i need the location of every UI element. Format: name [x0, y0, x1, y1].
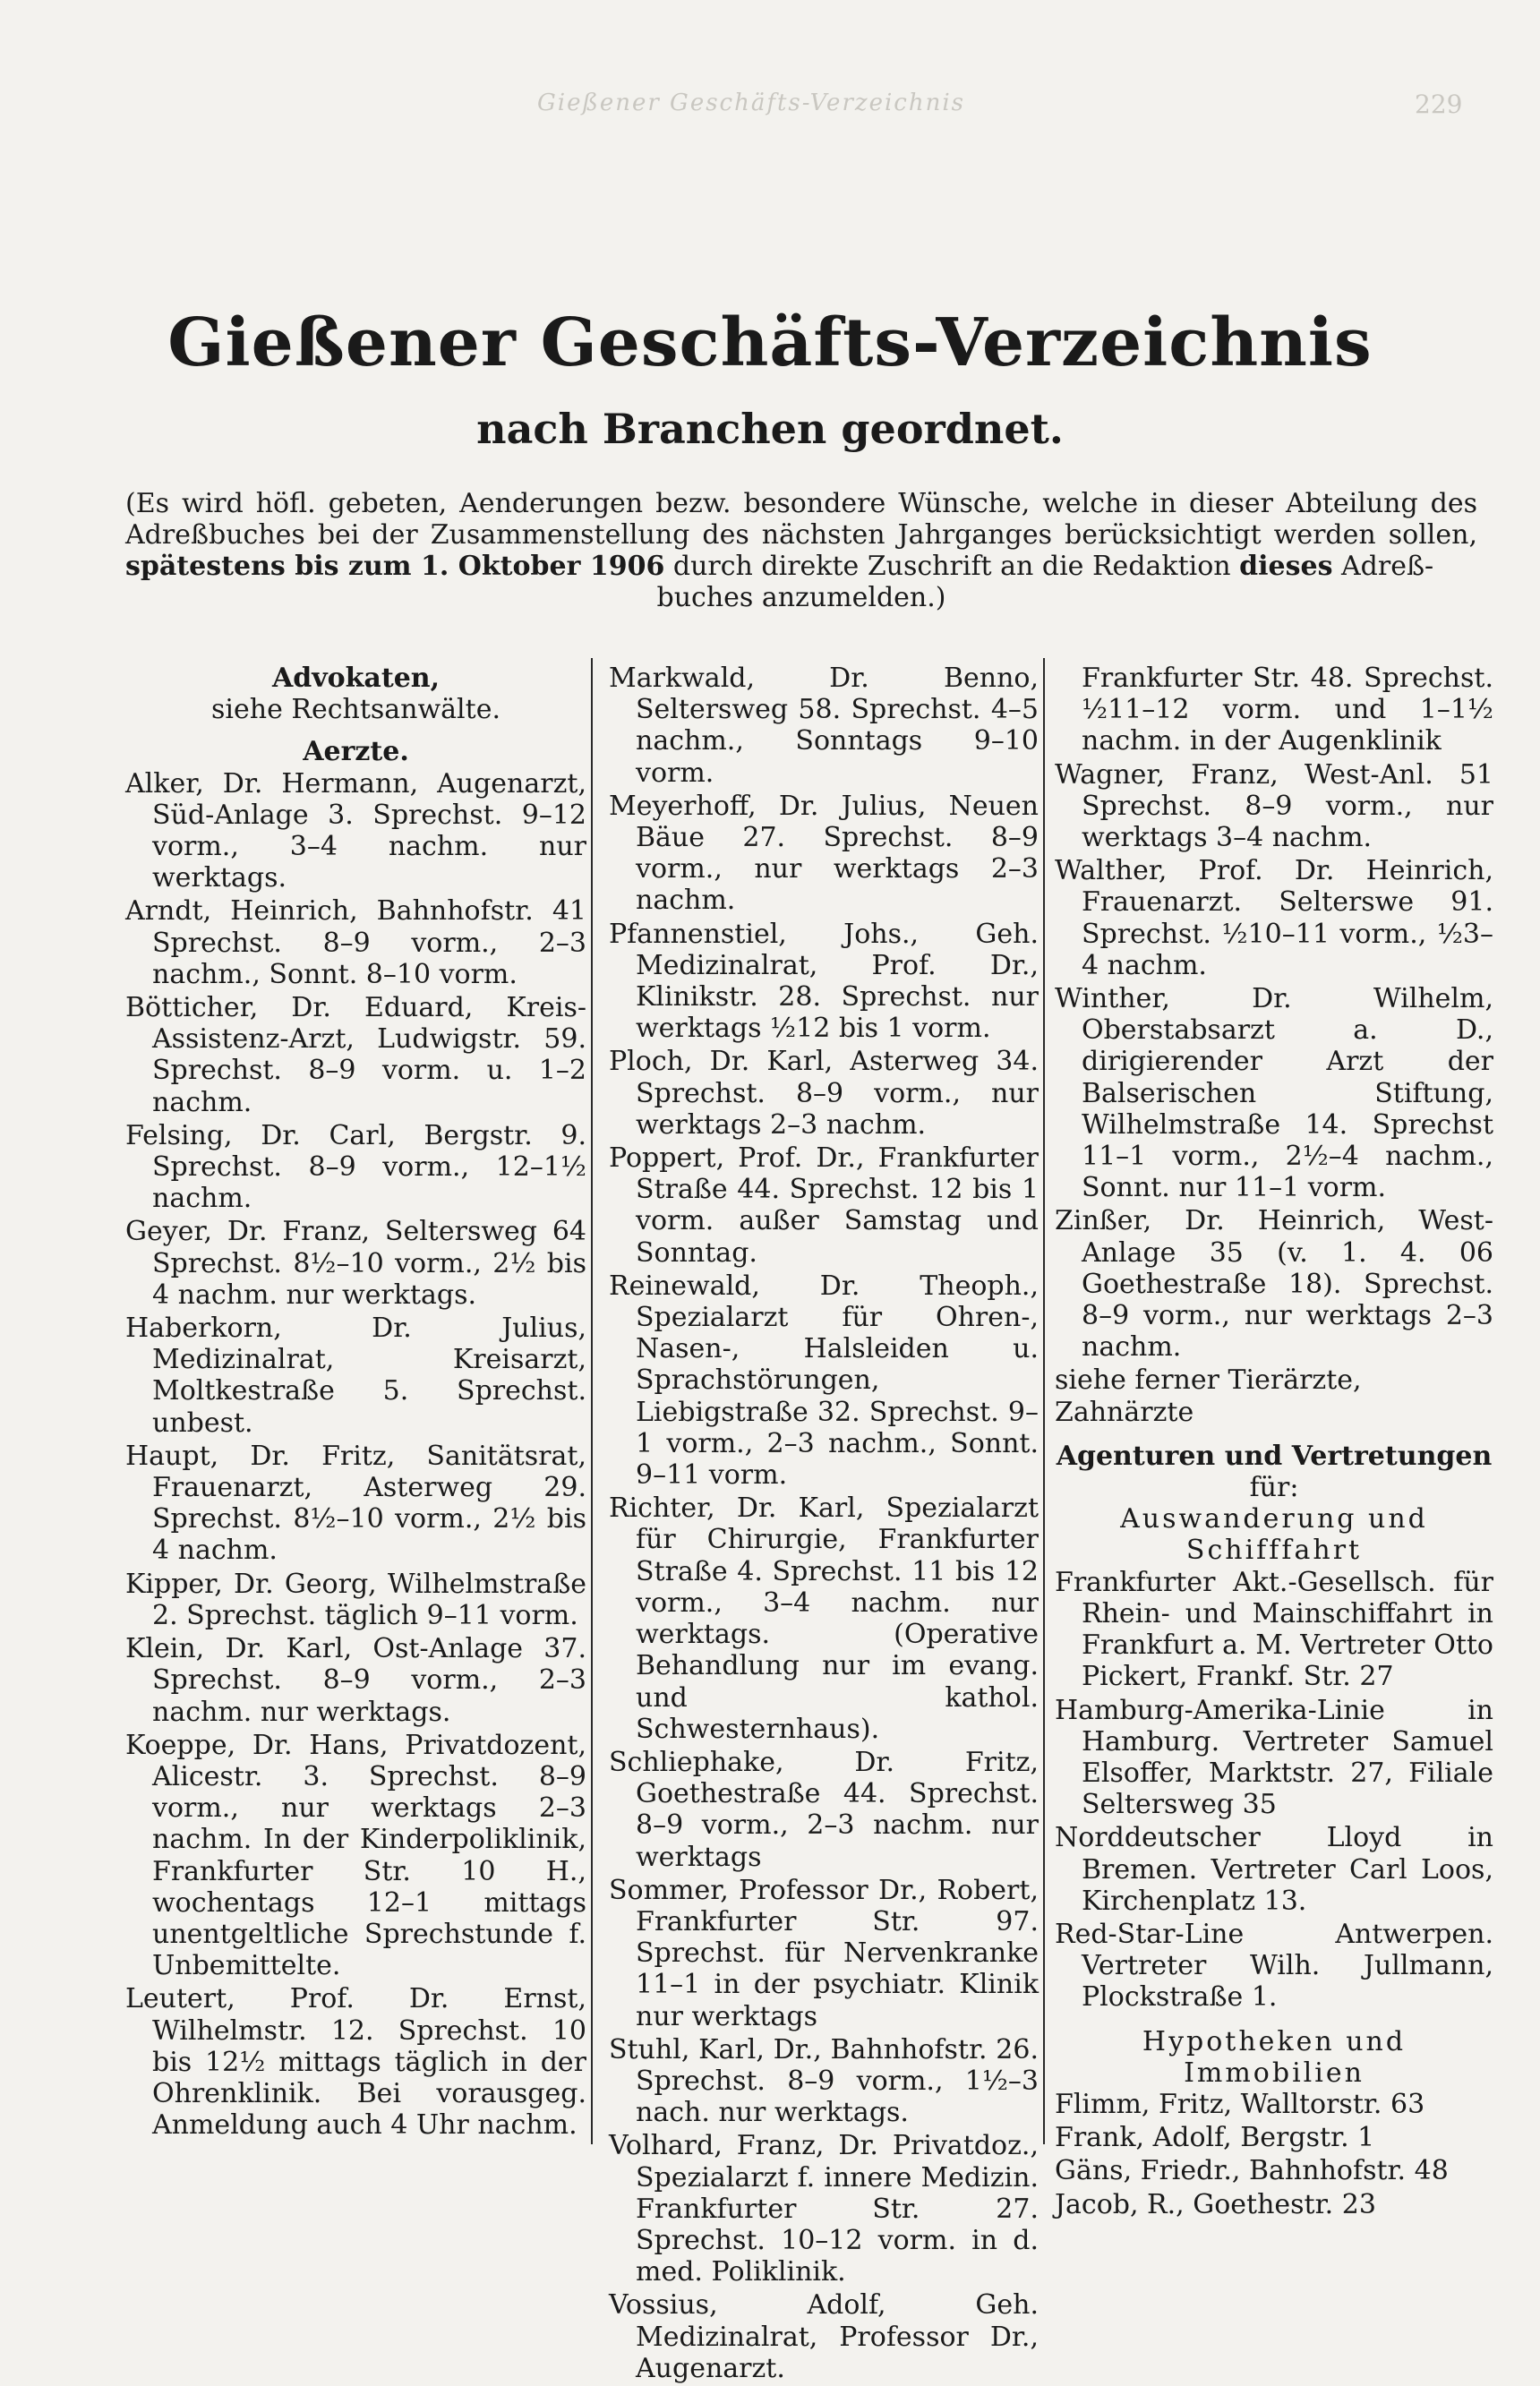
list-entry: Ploch, Dr. Karl, Asterweg 34. Sprechst. 8–9 vorm., nur werktags 2–3 nachm.: [609, 1046, 1039, 1141]
list-entry: Leutert, Prof. Dr. Ernst, Wilhelmstr. 12. Sprechst. 10 bis 12½ mittags täglich in der Ohrenklinik. Bei vorausgeg. Anmeldung auch 4 Uhr nachm.: [125, 1983, 586, 2142]
list-entry: Meyerhoff, Dr. Julius, Neuen Bäue 27. Sprechst. 8–9 vorm., nur werktags 2–3 nachm.: [609, 790, 1039, 917]
section-heading-agenturen: Agenturen und Vertretungen: [1056, 1440, 1493, 1472]
page-subtitle: nach Branchen geordnet.: [476, 405, 1064, 453]
intro-notice: [125, 488, 1477, 613]
cross-reference: siehe Rechtsanwälte.: [211, 694, 500, 726]
list-entry: Haberkorn, Dr. Julius, Medizinalrat, Kreisarzt, Moltkestraße 5. Sprechst. unbest.: [125, 1313, 586, 1439]
intro-text-1: (Es wird höfl. gebeten, Aenderungen bezw. besondere Wünsche, welche in dieser Abteilung des Adreßbuches bei der Zusammenstellung des nächsten Jahrganges berücksichtigt werden sollen,: [125, 488, 1477, 551]
list-entry: Gäns, Friedr., Bahnhofstr. 48: [1055, 2155, 1449, 2187]
list-entry: Pfannenstiel, Johs., Geh. Medizinalrat, Prof. Dr., Klinikstr. 28. Sprechst. nur werktags ½12 bis 1 vorm.: [609, 918, 1039, 1045]
bleed-through-text: Gießener Geschäfts-Verzeichnis: [537, 90, 965, 116]
column-3: [1055, 663, 1493, 2222]
list-entry: Frankfurter Akt.-Gesellsch. für Rhein- und Mainschiffahrt in Frankfurt a. M. Vertreter Otto Pickert, Frankf. Str. 27: [1055, 1566, 1493, 1693]
list-entry: Stuhl, Karl, Dr., Bahnhofstr. 26. Sprechst. 8–9 vorm., 1½–3 nach. nur werktags.: [609, 2033, 1039, 2129]
list-entry: Schliephake, Dr. Fritz, Goethestraße 44. Sprechst. 8–9 vorm., 2–3 nachm. nur werktags: [609, 1746, 1039, 1873]
list-entry: Geyer, Dr. Franz, Seltersweg 64 Sprechst. 8½–10 vorm., 2½ bis 4 nachm. nur werktags.: [125, 1216, 586, 1311]
list-entry: Alker, Dr. Hermann, Augenarzt, Süd-Anlage 3. Sprechst. 9–12 vorm., 3–4 nachm. nur werktags.: [125, 767, 586, 894]
list-entry: Klein, Dr. Karl, Ost-Anlage 37. Sprechst. 8–9 vorm., 2–3 nachm. nur werktags.: [125, 1633, 586, 1728]
list-entry: Markwald, Dr. Benno, Seltersweg 58. Sprechst. 4–5 nachm., Sonntags 9–10 vorm.: [609, 663, 1039, 789]
intro-text-last: buches anzumelden.): [656, 582, 946, 613]
intro-text-3: Adreß-: [1332, 551, 1434, 582]
page-title: Gießener Geschäfts-Verzeichnis: [167, 304, 1373, 381]
list-entry: Hamburg-Amerika-Linie in Hamburg. Vertreter Samuel Elsoffer, Marktstr. 27, Filiale Seltersweg 35: [1055, 1694, 1493, 1821]
list-entry: Richter, Dr. Karl, Spezialarzt für Chirurgie, Frankfurter Straße 4. Sprechst. 11 bis 12 vorm., 3–4 nachm. nur werktags. (Operative Behandlung nur im evang. und kathol. Schwesternhaus).: [609, 1492, 1039, 1745]
list-entry: Reinewald, Dr. Theoph., Spezialarzt für Ohren-, Nasen-, Halsleiden u. Sprachstörungen, Liebigstraße 32. Sprechst. 9–1 vorm., 2–3 nachm., Sonnt. 9–11 vorm.: [609, 1270, 1039, 1492]
list-entry: Norddeutscher Lloyd in Bremen. Vertreter Carl Loos, Kirchenplatz 13.: [1055, 1822, 1493, 1917]
list-entry: Sommer, Professor Dr., Robert, Frankfurter Str. 97. Sprechst. für Nervenkranke 11–1 in der psychiatr. Klinik nur werktags: [609, 1874, 1039, 2032]
section-heading-aerzte: Aerzte.: [303, 736, 409, 768]
column-2: [609, 663, 1039, 2386]
list-entry-continuation: Frankfurter Str. 48. Sprechst. ½11–12 vorm. und 1–1½ nachm. in der Augenklinik: [1082, 663, 1493, 757]
intro-deadline: spätestens bis zum 1. Oktober 1906: [125, 551, 665, 582]
list-entry: Arndt, Heinrich, Bahnhofstr. 41 Sprechst. 8–9 vorm., 2–3 nachm., Sonnt. 8–10 vorm.: [125, 895, 586, 990]
list-entry: Zinßer, Dr. Heinrich, West-Anlage 35 (v. 1. 4. 06 Goethestraße 18). Sprechst. 8–9 vorm., nur werktags 2–3 nachm.: [1055, 1205, 1493, 1364]
list-entry: Kipper, Dr. Georg, Wilhelmstraße 2. Sprechst. täglich 9–11 vorm.: [125, 1568, 586, 1631]
column-1: [125, 663, 586, 2142]
list-entry: Walther, Prof. Dr. Heinrich, Frauenarzt. Selterswe 91. Sprechst. ½10–11 vorm., ½3–4 nachm.: [1055, 855, 1493, 981]
list-entry: Poppert, Prof. Dr., Frankfurter Straße 44. Sprechst. 12 bis 1 vorm. außer Samstag und Sonntag.: [609, 1142, 1039, 1269]
column-divider: [1043, 658, 1045, 2144]
list-entry: Felsing, Dr. Carl, Bergstr. 9. Sprechst. 8–9 vorm., 12–1½ nachm.: [125, 1119, 586, 1215]
section-heading-hypotheken: Hypotheken und Immobilien: [1142, 2025, 1407, 2089]
list-entry: Red-Star-Line Antwerpen. Vertreter Wilh. Jullmann, Plockstraße 1.: [1055, 1918, 1493, 2014]
list-entry: Volhard, Franz, Dr. Privatdoz., Spezialarzt f. innere Medizin. Frankfurter Str. 27. Sprechst. 10–12 vorm. in d. med. Poliklinik.: [609, 2130, 1039, 2288]
list-entry: Bötticher, Dr. Eduard, Kreis-Assistenz-Arzt, Ludwigstr. 59. Sprechst. 8–9 vorm. u. 1–2 nachm.: [125, 992, 586, 1118]
list-entry: Koeppe, Dr. Hans, Privatdozent, Alicestr. 3. Sprechst. 8–9 vorm., nur werktags 2–3 nachm. In der Kinderpoliklinik, Frankfurter Str. 10 H., wochentags 12–1 mittags unentgeltliche Sprechstunde f. Unbemittelte.: [125, 1729, 586, 1982]
cross-reference: siehe ferner Tierärzte, Zahnärzte: [1055, 1364, 1362, 1428]
intro-text-2: durch direkte Zuschrift an die Redaktion: [664, 551, 1240, 582]
list-entry: Jacob, R., Goethestr. 23: [1055, 2188, 1376, 2220]
list-entry: Wagner, Franz, West-Anl. 51 Sprechst. 8–9 vorm., nur werktags 3–4 nachm.: [1055, 758, 1493, 854]
list-entry: Vossius, Adolf, Geh. Medizinalrat, Professor Dr., Augenarzt.: [609, 2289, 1039, 2384]
list-entry: Winther, Dr. Wilhelm, Oberstabsarzt a. D., dirigierender Arzt der Balserischen Stiftung, Wilhelmstraße 14. Sprechst 11–1 vorm., 2½–4 nachm., Sonnt. nur 11–1 vorm.: [1055, 983, 1493, 1204]
section-subheading-fuer: für:: [1249, 1472, 1299, 1504]
list-entry: Flimm, Fritz, Walltorstr. 63: [1055, 2088, 1425, 2120]
section-subheading-auswanderung: Auswanderung und Schifffahrt: [1120, 1503, 1428, 1567]
list-entry: Frank, Adolf, Bergstr. 1: [1055, 2122, 1375, 2154]
list-entry: Haupt, Dr. Fritz, Sanitätsrat, Frauenarzt, Asterweg 29. Sprechst. 8½–10 vorm., 2½ bis 4 nachm.: [125, 1440, 586, 1567]
intro-emphasis: dieses: [1239, 551, 1333, 582]
section-heading-advokaten: Advokaten,: [271, 663, 441, 694]
column-divider: [591, 658, 593, 2144]
bleed-through-page-number: 229: [1415, 90, 1463, 119]
